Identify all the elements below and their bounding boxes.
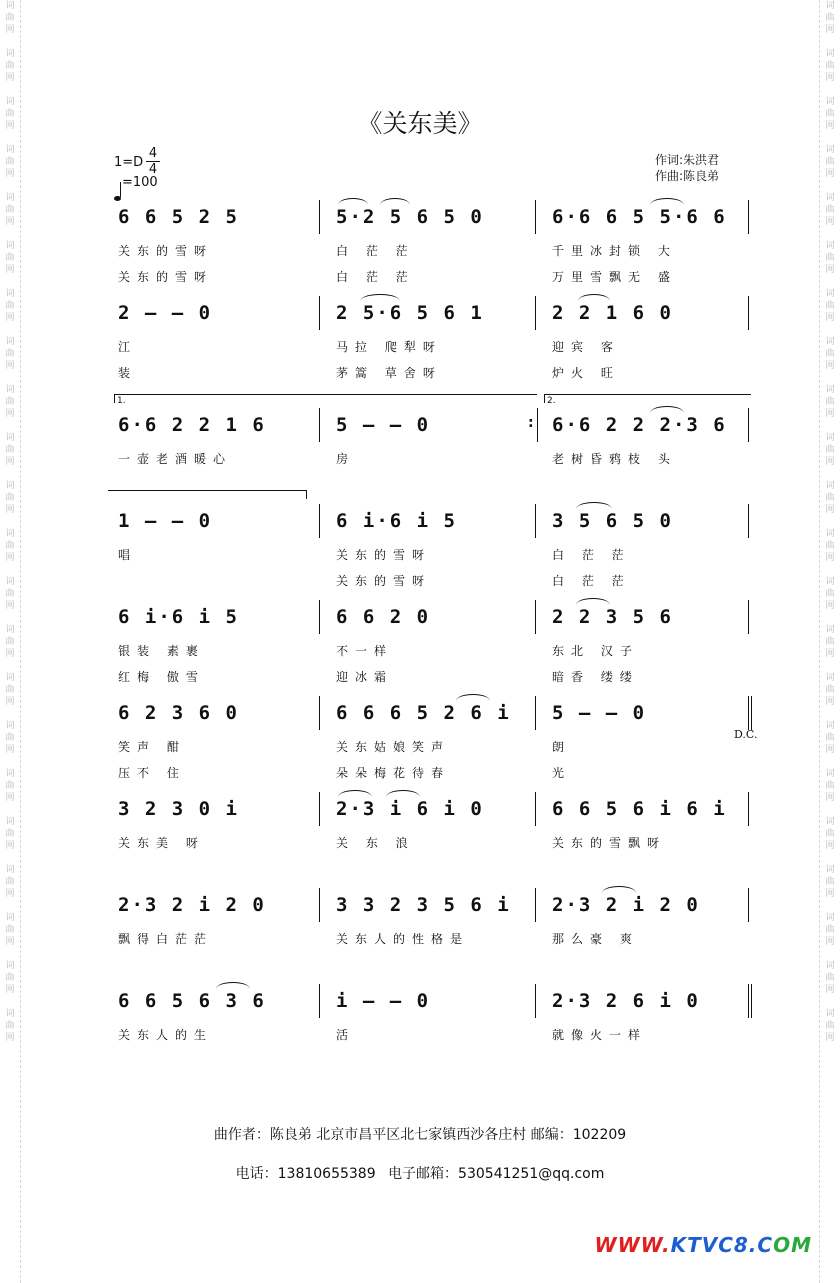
measure	[552, 696, 762, 796]
barline	[535, 600, 536, 634]
lyric-verse-2: 装	[118, 366, 138, 380]
score-row-4	[0, 504, 840, 604]
barline	[537, 408, 538, 442]
lyric-verse-1: 银装 素裹	[118, 644, 205, 658]
lyric-verse-2: 迎冰霜	[336, 670, 394, 684]
jianpu-notes: 6·6 2 2 1 6	[118, 414, 266, 436]
jianpu-notes: 2·3 i 6 i 0	[336, 798, 484, 820]
tempo-marking	[114, 175, 158, 190]
volta-second-ending: 2.	[544, 394, 751, 403]
measure	[552, 888, 762, 988]
lyric-verse-2: 暗香 缕缕	[552, 670, 639, 684]
barline	[535, 200, 536, 234]
jianpu-notes: 2 – – 0	[118, 302, 213, 324]
jianpu-notes: 5 – – 0	[336, 414, 431, 436]
lyric-verse-1: 关 东 浪	[336, 836, 415, 850]
lyric-verse-1: 就像火一样	[552, 1028, 648, 1042]
measure	[118, 696, 328, 796]
jianpu-notes: 3 2 3 0 i	[118, 798, 239, 820]
slur	[650, 198, 684, 205]
score-row-6	[0, 696, 840, 796]
score-row-9	[0, 984, 840, 1084]
lyric-verse-1: 房	[336, 452, 356, 466]
lyricist: 作词:朱洪君	[655, 153, 720, 167]
volta-bracket-end	[108, 490, 307, 499]
jianpu-notes: 6 6 6 5 2 6 i	[336, 702, 511, 724]
lyric-verse-1: 关东人的性格是	[336, 932, 470, 946]
jianpu-notes: 6 6 5 6 3 6	[118, 990, 266, 1012]
measure	[552, 792, 762, 892]
lyric-verse-1: 江	[118, 340, 138, 354]
slur	[360, 294, 400, 301]
side-watermark-left: 词 曲 网 词 曲 网 词 曲 网 词 曲 网 词 曲 网 词 曲 网 词 曲 网 词 曲 网 词 曲 网 词 曲 网 词 曲 网 词 曲 网 词 曲 网 词 曲 网 词 曲 网 词 曲 网 词 曲 网 词 曲 网 词 曲 网 词 曲 网 词 曲 网 词 曲 网	[5, 1, 15, 1043]
time-bottom: 4	[146, 161, 160, 177]
tempo-value: =100	[122, 175, 158, 190]
lyric-verse-2: 炉火 旺	[552, 366, 620, 380]
measure	[336, 696, 546, 796]
slur	[338, 198, 368, 205]
lyric-verse-1: 活	[336, 1028, 356, 1042]
barline	[748, 792, 749, 826]
site-url-segment[interactable]: KTVC8.C	[670, 1233, 774, 1257]
jianpu-notes: 2·3 2 i 2 0	[552, 894, 700, 916]
measure	[336, 408, 546, 508]
lyric-verse-1: 那么豪 爽	[552, 932, 639, 946]
measure	[118, 200, 328, 300]
measure	[118, 504, 328, 604]
jianpu-notes: 6 2 3 6 0	[118, 702, 239, 724]
barline	[319, 200, 320, 234]
measure	[552, 600, 762, 700]
jianpu-notes: 1 – – 0	[118, 510, 213, 532]
barline	[535, 792, 536, 826]
measure	[552, 504, 762, 604]
barline	[748, 888, 749, 922]
lyric-verse-1: 东北 汉子	[552, 644, 639, 658]
lyric-verse-2: 白 茫 茫	[552, 574, 631, 588]
site-url-segment[interactable]: WWW.	[594, 1233, 671, 1257]
jianpu-notes: 2 5·6 5 6 1	[336, 302, 484, 324]
slur	[386, 790, 420, 797]
jianpu-notes: 5·2 5 6 5 0	[336, 206, 484, 228]
measure	[336, 984, 546, 1084]
measure	[118, 888, 328, 988]
slur	[456, 694, 490, 701]
barline	[748, 504, 749, 538]
jianpu-notes: 6 6 5 6 i 6 i	[552, 798, 727, 820]
side-watermark-right: 词 曲 网 词 曲 网 词 曲 网 词 曲 网 词 曲 网 词 曲 网 词 曲 网 词 曲 网 词 曲 网 词 曲 网 词 曲 网 词 曲 网 词 曲 网 词 曲 网 词 曲 网 词 曲 网 词 曲 网 词 曲 网 词 曲 网 词 曲 网 词 曲 网 词 曲 网	[825, 1, 835, 1043]
site-url-segment[interactable]: OM	[773, 1233, 812, 1257]
barline	[319, 984, 320, 1018]
lyric-verse-1: 飘得白茫茫	[118, 932, 214, 946]
composer-contact-line: 曲作者：陈良弟 北京市昌平区北七家镇西沙各庄村 邮编：102209	[213, 1127, 627, 1143]
barline	[748, 296, 749, 330]
lyric-verse-1: 笑声 酣	[118, 740, 186, 754]
measure	[118, 984, 328, 1084]
jianpu-notes: 6 i·6 i 5	[118, 606, 239, 628]
measure	[336, 888, 546, 988]
score-row-7	[0, 792, 840, 892]
lyric-verse-1: 老树昏鸦枝 头	[552, 452, 677, 466]
jianpu-notes: 6·6 2 2 2·3 6	[552, 414, 727, 436]
lyric-verse-1: 关东美 呀	[118, 836, 205, 850]
slur	[576, 598, 610, 605]
lyric-verse-2: 茅篙 草舍呀	[336, 366, 442, 380]
barline	[535, 984, 536, 1018]
lyric-verse-1: 关东姑娘笑声	[336, 740, 451, 754]
song-title: 《关东美》	[357, 109, 483, 138]
jianpu-notes: 2·3 2 6 i 0	[552, 990, 700, 1012]
measure	[118, 600, 328, 700]
measure	[336, 600, 546, 700]
barline	[319, 296, 320, 330]
slur	[602, 886, 636, 893]
site-url[interactable]	[595, 1233, 812, 1257]
lyric-verse-1: 关东的雪飘呀	[552, 836, 667, 850]
measure	[336, 504, 546, 604]
lyric-verse-1: 关东人的生	[118, 1028, 214, 1042]
lyric-verse-2: 白 茫 茫	[336, 270, 415, 284]
lyric-verse-2: 万里雪飘无 盛	[552, 270, 677, 284]
jianpu-notes: 2·3 2 i 2 0	[118, 894, 266, 916]
volta-first-ending: 1.	[114, 394, 537, 403]
measure	[118, 792, 328, 892]
jianpu-notes: 2 2 1 6 0	[552, 302, 673, 324]
jianpu-notes: 3 3 2 3 5 6 i	[336, 894, 511, 916]
time-signature	[146, 146, 160, 177]
final-barline	[748, 696, 752, 730]
barline	[748, 408, 749, 442]
measure	[552, 296, 762, 396]
measure	[552, 200, 762, 300]
measure	[552, 408, 762, 508]
lyric-verse-1: 关东的雪呀	[118, 244, 214, 258]
measure	[552, 984, 762, 1084]
lyric-verse-1: 朗	[552, 740, 572, 754]
lyric-verse-2: 关东的雪呀	[118, 270, 214, 284]
jianpu-notes: 6 i·6 i 5	[336, 510, 457, 532]
lyric-verse-2: 关东的雪呀	[336, 574, 432, 588]
barline	[535, 296, 536, 330]
jianpu-notes: 6 6 5 2 5	[118, 206, 239, 228]
lyric-verse-2: 光	[552, 766, 572, 780]
jianpu-notes: 6 6 2 0	[336, 606, 431, 628]
barline	[748, 200, 749, 234]
lyric-verse-1: 唱	[118, 548, 138, 562]
composer: 作曲:陈良弟	[655, 169, 720, 183]
score-row-5	[0, 600, 840, 700]
lyric-verse-2: 红梅 傲雪	[118, 670, 205, 684]
final-barline	[748, 984, 752, 1018]
barline	[535, 888, 536, 922]
barline	[535, 696, 536, 730]
contact-line	[0, 1163, 840, 1183]
barline	[535, 504, 536, 538]
lyric-verse-1: 关东的雪呀	[336, 548, 432, 562]
lyric-verse-1: 迎宾 客	[552, 340, 620, 354]
slur	[338, 790, 372, 797]
lyric-verse-1: 马拉 爬犁呀	[336, 340, 442, 354]
key-signature: 1=D	[114, 155, 144, 170]
barline	[319, 600, 320, 634]
email-address: 电子邮箱：530541251@qq.com	[388, 1166, 605, 1182]
lyric-verse-1: 不一样	[336, 644, 394, 658]
measure	[336, 792, 546, 892]
jianpu-notes: i – – 0	[336, 990, 431, 1012]
slur	[650, 406, 684, 413]
barline	[319, 696, 320, 730]
time-top: 4	[148, 146, 158, 161]
measure	[336, 200, 546, 300]
lyric-verse-1: 千里冰封锁 大	[552, 244, 677, 258]
jianpu-notes: 6·6 6 5 5·6 6	[552, 206, 727, 228]
da-capo-marking: D.C.	[734, 728, 758, 741]
slur	[576, 502, 612, 509]
barline	[319, 408, 320, 442]
jianpu-notes: 3 5 6 5 0	[552, 510, 673, 532]
lyric-verse-2: 压不 住	[118, 766, 186, 780]
lyric-verse-1: 白 茫 茫	[552, 548, 631, 562]
score-row-1	[0, 200, 840, 300]
lyric-verse-2: 朵朵梅花待春	[336, 766, 451, 780]
measure	[118, 296, 328, 396]
lyric-verse-1: 一壶老酒暖心	[118, 452, 233, 466]
credits	[655, 152, 719, 184]
score-row-2	[0, 296, 840, 396]
jianpu-notes: 5 – – 0	[552, 702, 647, 724]
jianpu-notes: 2 2 3 5 6	[552, 606, 673, 628]
score-row-8	[0, 888, 840, 988]
slur	[216, 982, 250, 989]
slur	[578, 294, 610, 301]
repeat-sign: :	[528, 415, 534, 431]
slur	[380, 198, 410, 205]
barline	[319, 888, 320, 922]
barline	[319, 504, 320, 538]
barline	[319, 792, 320, 826]
barline	[748, 600, 749, 634]
phone-number: 电话：13810655389	[235, 1166, 376, 1182]
site-logo[interactable]	[595, 1233, 812, 1257]
lyric-verse-1: 白 茫 茫	[336, 244, 415, 258]
measure	[336, 296, 546, 396]
